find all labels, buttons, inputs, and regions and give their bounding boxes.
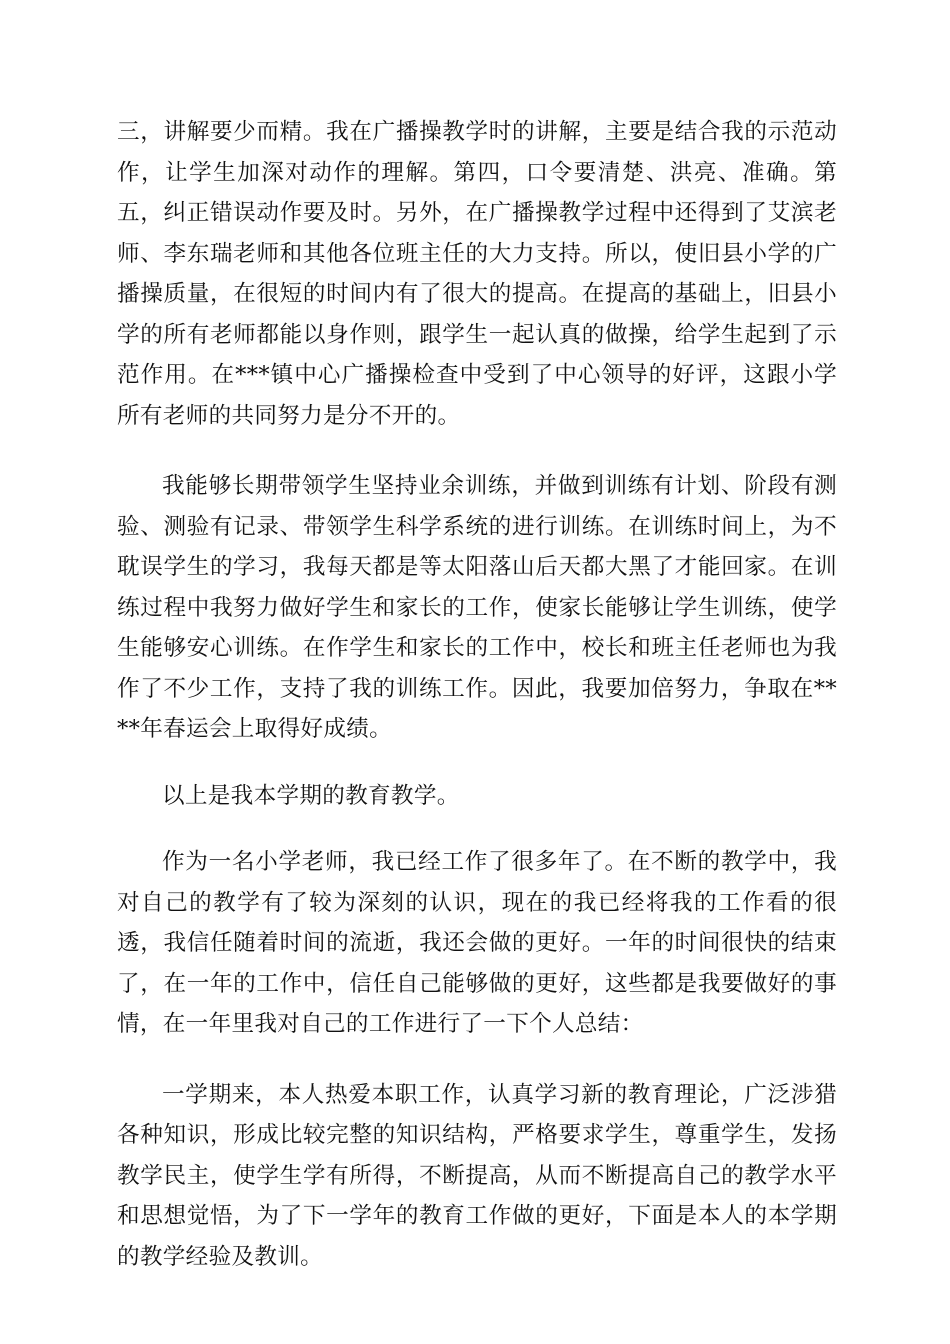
paragraph-4: 作为一名小学老师，我已经工作了很多年了。在不断的教学中，我对自己的教学有了较为深刻的认识，现在的我已经将我的工作看的很透，我信任随着时间的流逝，我还会做的更好。一年的时间很快的结束了，在一年的工作中，信任自己能够做的更好，这些都是我要做好的事情，在一年里我对自己的工作进行了一下个人总结： <box>117 849 837 1037</box>
paragraph-2: 我能够长期带领学生坚持业余训练，并做到训练有计划、阶段有测验、测验有记录、带领学生科学系统的进行训练。在训练时间上，为不耽误学生的学习，我每天都是等太阳落山后天都大黑了才能回家。在训练过程中我努力做好学生和家长的工作，使家长能够让学生训练，使学生能够安心训练。在作学生和家长的工作中，校长和班主任老师也为我作了不少工作，支持了我的训练工作。因此，我要加倍努力，争取在****年春运会上取得好成绩。 <box>117 473 837 742</box>
paragraph-3: 以上是我本学期的教育教学。 <box>162 782 460 809</box>
paragraph-1: 三，讲解要少而精。我在广播操教学时的讲解，主要是结合我的示范动作，让学生加深对动作的理解。第四，口令要清楚、洪亮、准确。第五，纠正错误动作要及时。另外，在广播操教学过程中还得到了艾滨老师、李东瑞老师和其他各位班主任的大力支持。所以，使旧县小学的广播操质量，在很短的时间内有了很大的提高。在提高的基础上，旧县小学的所有老师都能以身作则，跟学生一起认真的做操，给学生起到了示范作用。在***镇中心广播操检查中受到了中心领导的好评，这跟小学所有老师的共同努力是分不开的。 <box>117 119 837 429</box>
document-page <box>117 112 837 1277</box>
paragraph-5: 一学期来，本人热爱本职工作，认真学习新的教育理论，广泛涉猎各种知识，形成比较完整的知识结构，严格要求学生，尊重学生，发扬教学民主，使学生学有所得，不断提高，从而不断提高自己的教学水平和思想觉悟，为了下一学年的教育工作做的更好，下面是本人的本学期的教学经验及教训。 <box>117 1081 837 1270</box>
